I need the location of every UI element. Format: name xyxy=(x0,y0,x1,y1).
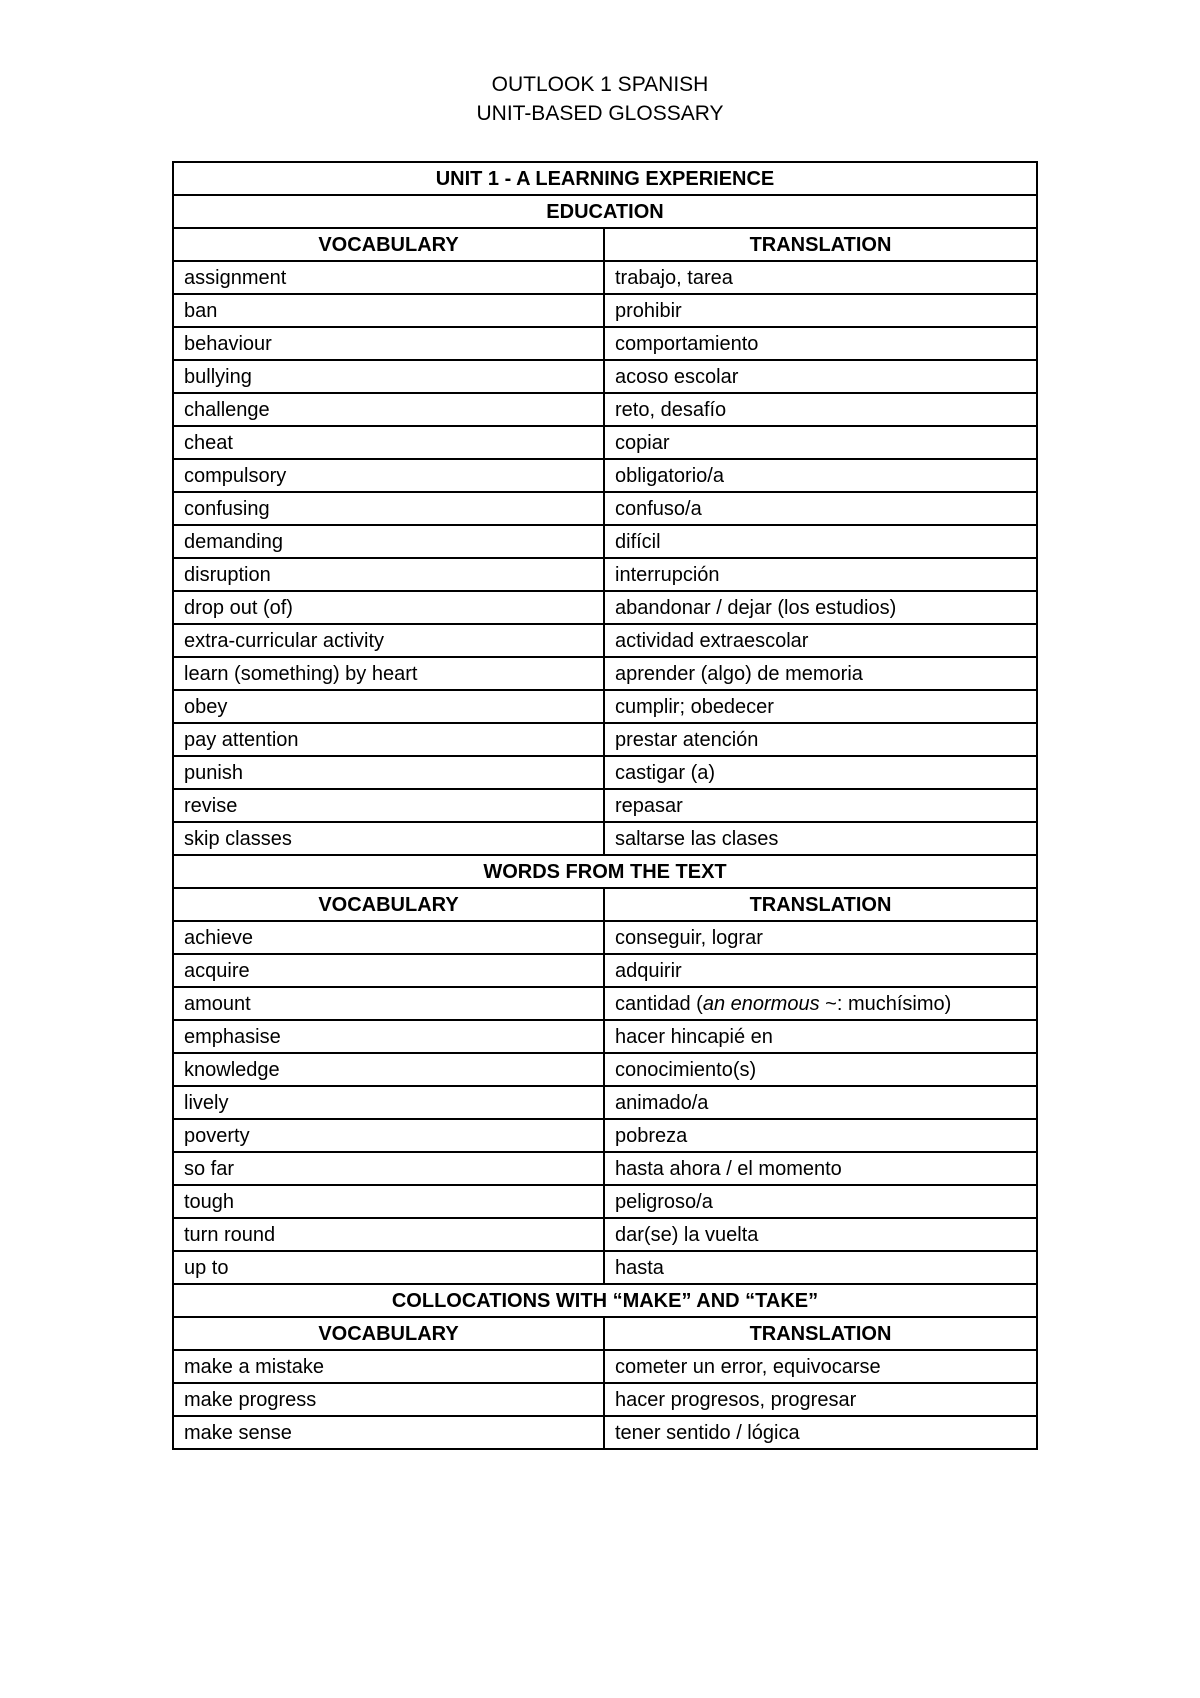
vocabulary-cell: achieve xyxy=(173,921,604,954)
vocabulary-cell: punish xyxy=(173,756,604,789)
table-row xyxy=(173,558,1037,591)
translation-cell: castigar (a) xyxy=(604,756,1037,789)
vocabulary-header: VOCABULARY xyxy=(173,888,604,921)
translation-cell: adquirir xyxy=(604,954,1037,987)
vocabulary-cell: challenge xyxy=(173,393,604,426)
table-row xyxy=(173,1416,1037,1449)
table-row xyxy=(173,327,1037,360)
vocabulary-cell: disruption xyxy=(173,558,604,591)
translation-cell: conseguir, lograr xyxy=(604,921,1037,954)
table-row xyxy=(173,822,1037,855)
table-row xyxy=(173,393,1037,426)
table-row xyxy=(173,1053,1037,1086)
vocabulary-cell: obey xyxy=(173,690,604,723)
vocabulary-cell: extra-curricular activity xyxy=(173,624,604,657)
table-row xyxy=(173,261,1037,294)
vocabulary-cell: knowledge xyxy=(173,1053,604,1086)
translation-cell: difícil xyxy=(604,525,1037,558)
vocabulary-cell: drop out (of) xyxy=(173,591,604,624)
vocabulary-header: VOCABULARY xyxy=(173,1317,604,1350)
translation-cell: acoso escolar xyxy=(604,360,1037,393)
translation-cell: confuso/a xyxy=(604,492,1037,525)
translation-text: cantidad ( xyxy=(615,992,703,1015)
table-row xyxy=(173,657,1037,690)
translation-header: TRANSLATION xyxy=(604,888,1037,921)
translation-cell: pobreza xyxy=(604,1119,1037,1152)
vocabulary-cell: pay attention xyxy=(173,723,604,756)
vocabulary-cell: cheat xyxy=(173,426,604,459)
translation-cell: prestar atención xyxy=(604,723,1037,756)
translation-cell: dar(se) la vuelta xyxy=(604,1218,1037,1251)
vocabulary-cell: emphasise xyxy=(173,1020,604,1053)
glossary-table xyxy=(172,161,1038,1450)
unit-title-row xyxy=(173,162,1037,195)
translation-cell: hacer hincapié en xyxy=(604,1020,1037,1053)
table-row xyxy=(173,294,1037,327)
translation-cell: trabajo, tarea xyxy=(604,261,1037,294)
table-row xyxy=(173,723,1037,756)
translation-cell: comportamiento xyxy=(604,327,1037,360)
section-title: COLLOCATIONS WITH “MAKE” AND “TAKE” xyxy=(173,1284,1037,1317)
document-title: OUTLOOK 1 SPANISH xyxy=(491,73,709,96)
vocabulary-cell: turn round xyxy=(173,1218,604,1251)
vocabulary-cell: so far xyxy=(173,1152,604,1185)
section-row xyxy=(173,1284,1037,1317)
column-header-row xyxy=(173,1317,1037,1350)
vocabulary-cell: compulsory xyxy=(173,459,604,492)
translation-cell: hasta xyxy=(604,1251,1037,1284)
translation-cell: animado/a xyxy=(604,1086,1037,1119)
translation-cell: cumplir; obedecer xyxy=(604,690,1037,723)
section-title: WORDS FROM THE TEXT xyxy=(173,855,1037,888)
translation-cell: cometer un error, equivocarse xyxy=(604,1350,1037,1383)
translation-cell: prohibir xyxy=(604,294,1037,327)
vocabulary-cell: revise xyxy=(173,789,604,822)
vocabulary-cell: tough xyxy=(173,1185,604,1218)
column-header-row xyxy=(173,228,1037,261)
translation-cell: tener sentido / lógica xyxy=(604,1416,1037,1449)
table-row xyxy=(173,1350,1037,1383)
vocabulary-cell: lively xyxy=(173,1086,604,1119)
table-row xyxy=(173,1185,1037,1218)
translation-cell: hacer progresos, progresar xyxy=(604,1383,1037,1416)
vocabulary-cell: ban xyxy=(173,294,604,327)
table-row xyxy=(173,1020,1037,1053)
vocabulary-cell: behaviour xyxy=(173,327,604,360)
translation-cell: repasar xyxy=(604,789,1037,822)
vocabulary-cell: demanding xyxy=(173,525,604,558)
table-row xyxy=(173,1218,1037,1251)
document-subtitle: UNIT-BASED GLOSSARY xyxy=(476,102,724,125)
vocabulary-cell: amount xyxy=(173,987,604,1020)
table-row xyxy=(173,525,1037,558)
table-row xyxy=(173,624,1037,657)
table-row xyxy=(173,756,1037,789)
vocabulary-cell: up to xyxy=(173,1251,604,1284)
vocabulary-header: VOCABULARY xyxy=(173,228,604,261)
table-row xyxy=(173,954,1037,987)
table-row xyxy=(173,459,1037,492)
translation-italic: an enormous xyxy=(702,992,820,1015)
table-row xyxy=(173,789,1037,822)
vocabulary-cell: make a mistake xyxy=(173,1350,604,1383)
unit-title: UNIT 1 - A LEARNING EXPERIENCE xyxy=(173,162,1037,195)
vocabulary-cell: acquire xyxy=(173,954,604,987)
table-row xyxy=(173,1086,1037,1119)
table-row xyxy=(173,690,1037,723)
vocabulary-cell: skip classes xyxy=(173,822,604,855)
translation-cell: saltarse las clases xyxy=(604,822,1037,855)
translation-header: TRANSLATION xyxy=(604,228,1037,261)
table-row xyxy=(173,1251,1037,1284)
table-row xyxy=(173,1119,1037,1152)
translation-cell: hasta ahora / el momento xyxy=(604,1152,1037,1185)
translation-cell: interrupción xyxy=(604,558,1037,591)
table-row xyxy=(173,591,1037,624)
translation-header: TRANSLATION xyxy=(604,1317,1037,1350)
translation-cell: peligroso/a xyxy=(604,1185,1037,1218)
section-row xyxy=(173,855,1037,888)
table-row xyxy=(173,492,1037,525)
vocabulary-cell: poverty xyxy=(173,1119,604,1152)
column-header-row xyxy=(173,888,1037,921)
table-row xyxy=(173,360,1037,393)
translation-cell: abandonar / dejar (los estudios) xyxy=(604,591,1037,624)
vocabulary-cell: bullying xyxy=(173,360,604,393)
vocabulary-cell: make sense xyxy=(173,1416,604,1449)
translation-cell xyxy=(604,987,1037,1020)
translation-cell: actividad extraescolar xyxy=(604,624,1037,657)
section-row xyxy=(173,195,1037,228)
table-row xyxy=(173,921,1037,954)
table-row xyxy=(173,1152,1037,1185)
vocabulary-cell: assignment xyxy=(173,261,604,294)
document-header xyxy=(0,70,1200,128)
translation-cell: obligatorio/a xyxy=(604,459,1037,492)
table-row xyxy=(173,426,1037,459)
translation-cell: reto, desafío xyxy=(604,393,1037,426)
translation-cell: copiar xyxy=(604,426,1037,459)
section-title: EDUCATION xyxy=(173,195,1037,228)
translation-cell: aprender (algo) de memoria xyxy=(604,657,1037,690)
translation-cell: conocimiento(s) xyxy=(604,1053,1037,1086)
vocabulary-cell: learn (something) by heart xyxy=(173,657,604,690)
vocabulary-cell: confusing xyxy=(173,492,604,525)
table-row xyxy=(173,987,1037,1020)
vocabulary-cell: make progress xyxy=(173,1383,604,1416)
table-row xyxy=(173,1383,1037,1416)
translation-text: ~: muchísimo) xyxy=(819,992,952,1015)
